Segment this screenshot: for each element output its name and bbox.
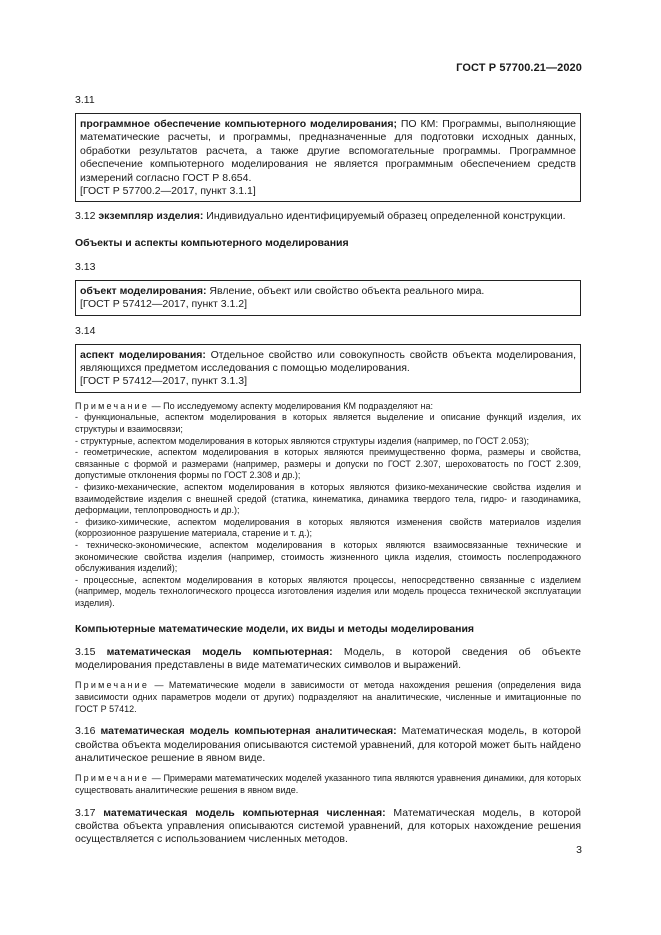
term-3-13: объект моделирования:: [80, 284, 207, 297]
definition-3-12: [75, 210, 581, 223]
definition-text-3-11: ПО КМ: Программы, выполняющие математические расчеты, и программы, предназначенные для подготовки исходных данных, обработки результатов расчета, а также другие вспомогательные программы. Программное обеспечение компьютерного моделирования не является программным обеспечением средств измерений согласно ГОСТ Р 8.654.: [80, 118, 576, 184]
definition-text-3-12: Индивидуально идентифицируемый образец определенной конструкции.: [203, 210, 566, 223]
list-item: - структурные, аспектом моделирования в которых являются структуры изделия (например, по ГОСТ 2.053);: [75, 435, 529, 446]
list-item: - физико-механические, аспектом моделирования в которых являются физико-механические свойства изделия и взаимодействие изделия с внешней средой (статика, кинематика, динамика твердого тела, гидро- и газодинамика, деформации, теплопроводность и др.);: [75, 482, 581, 516]
item-number-3-15: 3.15: [75, 645, 96, 658]
item-number-3-16: 3.16: [75, 725, 96, 738]
definition-3-13: [80, 285, 576, 298]
term-3-11: программное обеспечение компьютерного моделирования;: [80, 118, 397, 130]
note-label: Примечание: [75, 400, 150, 411]
document-content: [75, 93, 581, 847]
item-number-3-12: 3.12: [75, 210, 96, 223]
note-body: — Примерами математических моделей указанного типа являются уравнения динамики, для которых существовать аналитические решения в явном виде.: [75, 773, 581, 795]
definition-3-14: [80, 349, 576, 376]
note-label: Примечание: [75, 773, 150, 784]
definition-box-3-13: [75, 280, 581, 316]
note-text: [75, 773, 581, 796]
note-label: Примечание: [75, 680, 150, 691]
reference-3-11: [ГОСТ Р 57700.2—2017, пункт 3.1.1]: [80, 185, 256, 198]
item-number-3-14: 3.14: [75, 324, 96, 337]
definition-box-3-11: [75, 113, 581, 202]
standard-header: ГОСТ Р 57700.21—2020: [456, 62, 582, 74]
note-model-types: [75, 680, 581, 715]
list-item: - функциональные, аспектом моделирования в которых является выделение и описание функций изделия, их структуры и взаимосвязи;: [75, 412, 581, 435]
list-item: - физико-химические, аспектом моделирования в которых являются изменения свойств материалов изделия (коррозионное разрушение материала, старение и т. д.);: [75, 516, 581, 539]
definition-text-3-14: Отдельное свойство или совокупность свойств объекта моделирования, являющихся предметом исследования с помощью моделирования.: [80, 348, 576, 375]
section-heading-objects-aspects: Объекты и аспекты компьютерного моделирования: [75, 236, 349, 249]
term-3-15: математическая модель компьютерная:: [106, 645, 333, 658]
definition-3-16: [75, 725, 581, 765]
definition-3-17: [75, 807, 581, 847]
note-text: [75, 680, 581, 715]
definition-3-15: [75, 646, 581, 673]
definition-text-3-16: Математическая модель, в которой свойства объекта моделирования описываются системой уравнений, для которой может быть найдено аналитическое решение в явном виде.: [75, 725, 581, 764]
note-analytic-examples: [75, 773, 581, 796]
definition-box-3-14: [75, 344, 581, 393]
reference-3-13: [ГОСТ Р 57412—2017, пункт 3.1.2]: [80, 298, 248, 311]
item-number-3-17: 3.17: [75, 806, 96, 819]
note-modeling-aspects: [75, 401, 581, 610]
list-item: - геометрические, аспектом моделирования в которых являются преимущественно форма, размеры и свойства, связанные с формой и размерами (например, размеры и допуски по ГОСТ 2.307, шероховатость по ГОСТ 2.309, допустимые отклонения формы по ГОСТ 2.308 и др.);: [75, 447, 581, 481]
item-number-3-13: 3.13: [75, 260, 96, 273]
item-number-3-11: 3.11: [75, 94, 95, 106]
note-intro: [75, 401, 581, 413]
list-item: - процессные, аспектом моделирования в которых являются процессы, непосредственно связанные с изделием (например, модель технологического процесса изготовления изделия или модель процесса технической эксплуатации изделия).: [75, 574, 581, 608]
term-3-16: математическая модель компьютерная аналитическая:: [100, 725, 397, 738]
note-intro-text: — По исследуемому аспекту моделирования КМ подразделяют на:: [149, 400, 433, 411]
reference-3-14: [ГОСТ Р 57412—2017, пункт 3.1.3]: [80, 375, 248, 388]
definition-text-3-15: Модель, в которой сведения об объекте моделирования представлены в виде математических символов и выражений.: [75, 645, 582, 671]
list-item: - техническо-экономические, аспектом моделирования в которых являются взаимосвязанные технические и экономические свойства изделия (например, стоимость жизненного цикла изделия, стоимость послепродажного обслуживания изделий);: [75, 540, 581, 574]
page-number: 3: [576, 844, 582, 856]
section-heading-math-models: Компьютерные математические модели, их виды и методы моделирования: [75, 622, 475, 635]
term-3-12: экземпляр изделия:: [98, 210, 204, 223]
definition-3-11: [80, 118, 576, 185]
note-body: — Математические модели в зависимости от метода нахождения решения (определения вида зависимости одних параметров модели от других) подразделяют на аналитические, численные и имитационные по ГОСТ Р 57412.: [75, 680, 581, 714]
term-3-14: аспект моделирования:: [80, 348, 206, 361]
term-3-17: математическая модель компьютерная численная:: [103, 806, 386, 819]
definition-text-3-17: Математическая модель, в которой свойства объекта управления описываются системой уравнений, для которых нахождение решения осуществляется с использованием численных методов.: [75, 806, 582, 846]
definition-text-3-13: Явление, объект или свойство объекта реального мира.: [206, 284, 485, 297]
